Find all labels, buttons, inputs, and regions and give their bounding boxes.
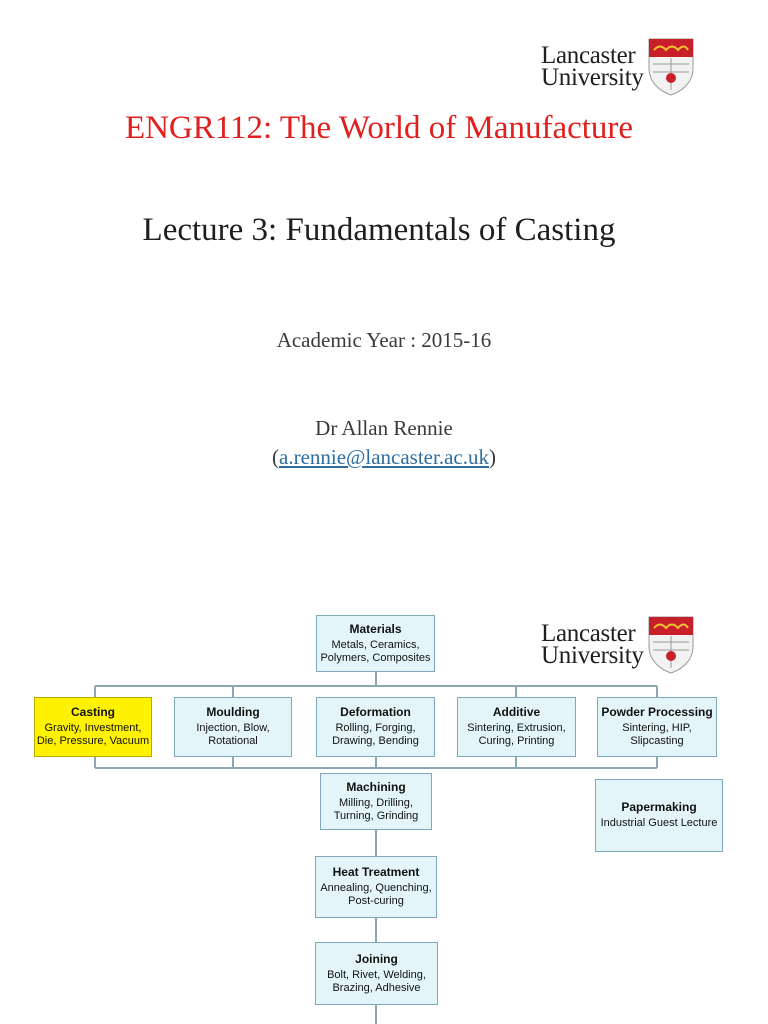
- materials-box: [316, 615, 435, 672]
- process-title: Deformation: [340, 705, 411, 719]
- process-title: Additive: [492, 705, 541, 719]
- crest-icon: [648, 38, 694, 96]
- materials-text: Metals, Ceramics, Polymers, Composites: [320, 638, 431, 664]
- heat-title: Heat Treatment: [332, 865, 420, 879]
- logo-line1: Lancaster: [541, 620, 636, 647]
- university-logo: [541, 38, 694, 96]
- author-name: Dr Allan Rennie: [315, 416, 453, 440]
- slide-title: ENGR112: The World of Manufacture: [124, 110, 634, 146]
- lecture-subtitle: Lecture 3: Fundamentals of Casting: [142, 212, 616, 248]
- process-text: Injection, Blow, Rotational: [196, 722, 270, 747]
- author-email-line: [0, 443, 768, 472]
- logo-line2: University: [541, 64, 644, 91]
- process-casting-box: [34, 697, 152, 757]
- process-text: Sintering, Extrusion, Curing, Printing: [467, 722, 566, 747]
- email-close-paren: ): [488, 445, 496, 469]
- process-chart-slide: [0, 595, 768, 1024]
- email-open-paren: (: [272, 445, 279, 469]
- process-text: Rolling, Forging, Drawing, Bending: [332, 722, 419, 747]
- process-text: Sintering, HIP, Slipcasting: [622, 722, 692, 747]
- process-title: Moulding: [206, 705, 260, 719]
- academic-year: Academic Year : 2015-16: [276, 328, 492, 352]
- heat-text: Annealing, Quenching, Post-curing: [320, 882, 432, 907]
- papermaking-title: Papermaking: [621, 800, 697, 814]
- papermaking-box: [595, 779, 723, 852]
- joining-text: Bolt, Rivet, Welding, Brazing, Adhesive: [327, 968, 426, 994]
- machining-title: Machining: [346, 779, 406, 794]
- email-link[interactable]: a.rennie@lancaster.ac.uk: [279, 445, 489, 469]
- process-title: Powder Processing: [601, 705, 713, 719]
- materials-title: Materials: [349, 621, 402, 636]
- joining-title: Joining: [355, 951, 398, 966]
- process-additive-box: [457, 697, 576, 757]
- process-powder-box: [597, 697, 717, 757]
- logo-line2: University: [541, 642, 644, 669]
- process-moulding-box: [174, 697, 292, 757]
- joining-box: [315, 942, 438, 1005]
- machining-box: [320, 773, 432, 830]
- author-block: [0, 414, 768, 472]
- process-deformation-box: [316, 697, 435, 757]
- logo-line1: Lancaster: [541, 42, 636, 69]
- heat-treatment-box: [315, 856, 437, 918]
- papermaking-text: Industrial Guest Lecture: [600, 817, 718, 829]
- machining-text: Milling, Drilling, Turning, Grinding: [333, 796, 419, 822]
- process-title: Casting: [70, 705, 115, 719]
- process-text: Gravity, Investment, Die, Pressure, Vacuum: [36, 722, 150, 747]
